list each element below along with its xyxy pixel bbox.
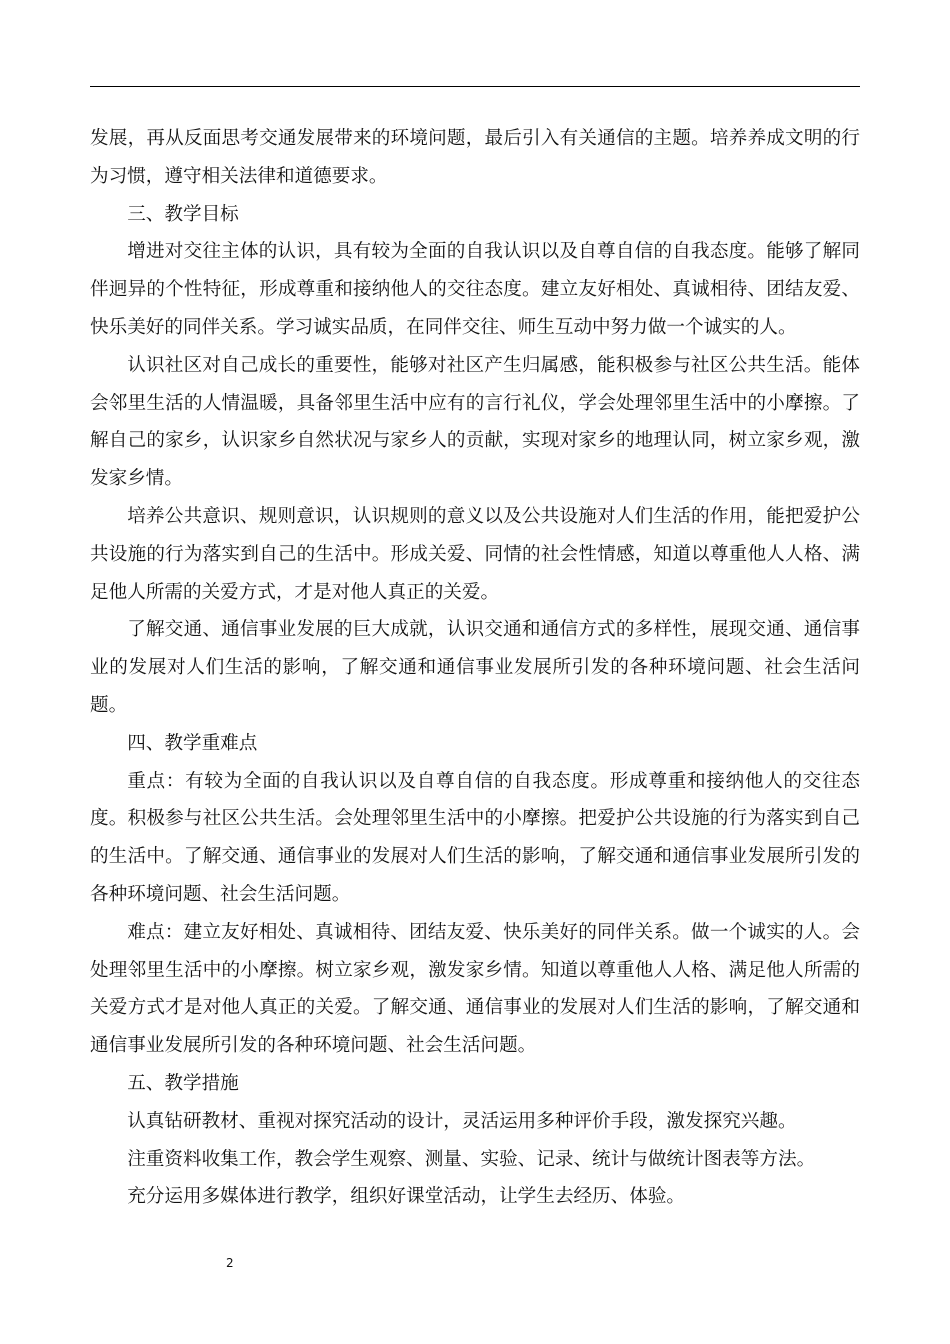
paragraph-measure-1: 认真钻研教材、重视对探究活动的设计，灵活运用多种评价手段，激发探究兴趣。	[127, 1110, 797, 1132]
header-rule	[90, 86, 860, 87]
paragraph-difficulties: 难点：建立友好相处、真诚相待、团结友爱、快乐美好的同伴关系。做一个诚实的人。会处理邻里生活中的小摩擦。树立家乡观，激发家乡情。知道以尊重他人人格、满足他人所需的关爱方式才是对他人真正的关爱。了解交通、通信事业的发展对人们生活的影响，了解交通和通信事业发展所引发的各种环境问题、社会生活问题。	[90, 921, 860, 1057]
paragraph-measure-3: 充分运用多媒体进行教学，组织好课堂活动，让学生去经历、体验。	[127, 1186, 686, 1208]
paragraph-goal-interaction: 增进对交往主体的认识，具有较为全面的自我认识以及自尊自信的自我态度。能够了解同伴迥异的个性特征，形成尊重和接纳他人的交往态度。建立友好相处、真诚相待、团结友爱、快乐美好的同伴关系。学习诚实品质，在同伴交往、师生互动中努力做一个诚实的人。	[90, 241, 860, 338]
section-heading-measures: 五、教学措施	[127, 1072, 239, 1094]
section-heading-teaching-goals: 三、教学目标	[127, 203, 239, 225]
paragraph-goal-public: 培养公共意识、规则意识，认识规则的意义以及公共设施对人们生活的作用，能把爱护公共设施的行为落实到自己的生活中。形成关爱、同情的社会性情感，知道以尊重他人人格、满足他人所需的关爱方式，才是对他人真正的关爱。	[90, 505, 860, 603]
page-number: 2	[226, 1256, 234, 1270]
section-heading-key-points: 四、教学重难点	[127, 732, 258, 754]
document-body	[90, 120, 860, 1216]
paragraph-goal-transport: 了解交通、通信事业发展的巨大成就，认识交通和通信方式的多样性，展现交通、通信事业的发展对人们生活的影响，了解交通和通信事业发展所引发的各种环境问题、社会生活问题。	[90, 619, 860, 716]
paragraph-measure-2: 注重资料收集工作，教会学生观察、测量、实验、记录、统计与做统计图表等方法。	[127, 1148, 816, 1170]
paragraph-continuation: 发展，再从反面思考交通发展带来的环境问题，最后引入有关通信的主题。培养养成文明的行为习惯，遵守相关法律和道德要求。	[90, 128, 860, 187]
paragraph-key-points: 重点：有较为全面的自我认识以及自尊自信的自我态度。形成尊重和接纳他人的交往态度。积极参与社区公共生活。会处理邻里生活中的小摩擦。把爱护公共设施的行为落实到自己的生活中。了解交通、通信事业的发展对人们生活的影响，了解交通和通信事业发展所引发的各种环境问题、社会生活问题。	[90, 770, 860, 905]
paragraph-goal-community: 认识社区对自己成长的重要性，能够对社区产生归属感，能积极参与社区公共生活。能体会邻里生活的人情温暖，具备邻里生活中应有的言行礼仪，学会处理邻里生活中的小摩擦。了解自己的家乡，认识家乡自然状况与家乡人的贡献，实现对家乡的地理认同，树立家乡观，激发家乡情。	[90, 354, 860, 490]
